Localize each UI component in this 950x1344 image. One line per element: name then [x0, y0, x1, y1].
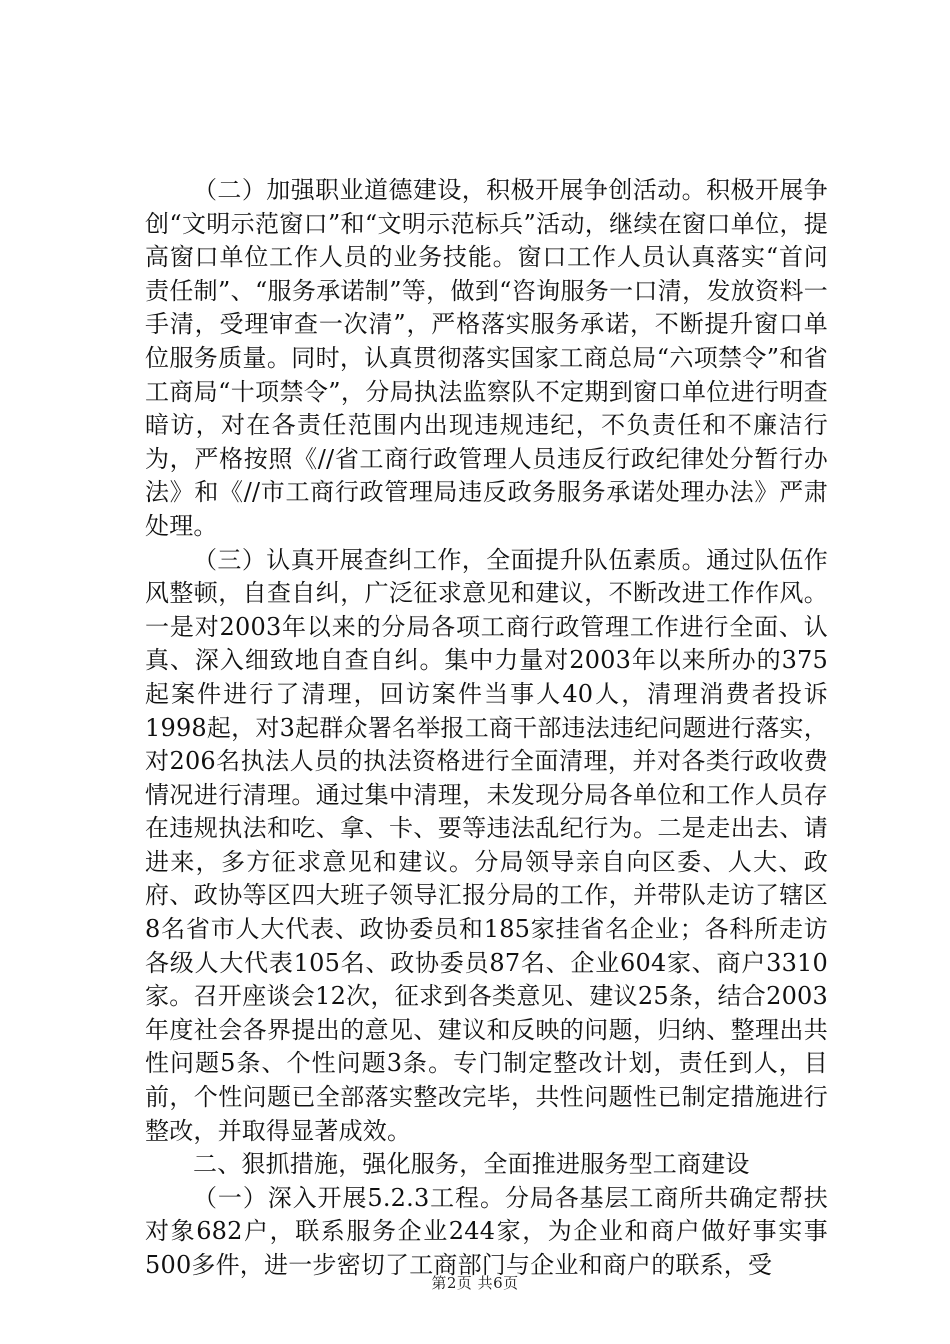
- paragraph-project-523: （一）深入开展5.2.3工程。分局各基层工商所共确定帮扶对象682户，联系服务企业244家，为企业和商户做好事实事500多件，进一步密切了工商部门与企业和商户的联系，受: [145, 1183, 828, 1279]
- section-heading-service-measures: 二、狠抓措施，强化服务，全面推进服务型工商建设: [193, 1150, 750, 1179]
- paragraph-professional-ethics: （二）加强职业道德建设，积极开展争创活动。积极开展争创“文明示范窗口”和“文明示范标兵”活动，继续在窗口单位，提高窗口单位工作人员的业务技能。窗口工作人员认真落实“首问责任制”、“服务承诺制”等，做到“咨询服务一口清，发放资料一手清，受理审查一次清”，严格落实服务承诺，不断提升窗口单位服务质量。同时，认真贯彻落实国家工商总局“六项禁令”和省工商局“十项禁令”，分局执法监察队不定期到窗口单位进行明查暗访，对在各责任范围内出现违规违纪，不负责任和不廉洁行为，严格按照《//省工商行政管理人员违反行政纪律处分暂行办法》和《//市工商行政管理局违反政务服务承诺处理办法》严肃处理。: [145, 176, 828, 540]
- document-body: [145, 174, 828, 1283]
- page-number-footer: 第2页 共6页: [431, 1274, 519, 1292]
- paragraph-inspection-work: （三）认真开展查纠工作，全面提升队伍素质。通过队伍作风整顿，自查自纠，广泛征求意见和建议，不断改进工作作风。一是对2003年以来的分局各项工商行政管理工作进行全面、认真、深入细致地自查自纠。集中力量对2003年以来所办的375起案件进行了清理，回访案件当事人40人，清理消费者投诉1998起，对3起群众署名举报工商干部违法违纪问题进行落实，对206名执法人员的执法资格进行全面清理，并对各类行政收费情况进行清理。通过集中清理，未发现分局各单位和工作人员存在违规执法和吃、拿、卡、要等违法乱纪行为。二是走出去、请进来，多方征求意见和建议。分局领导亲自向区委、人大、政府、政协等区四大班子领导汇报分局的工作，并带队走访了辖区8名省市人大代表、政协委员和185家挂省名企业；各科所走访各级人大代表105名、政协委员87名、企业604家、商户3310家。召开座谈会12次，征求到各类意见、建议25条，结合2003年度社会各界提出的意见、建议和反映的问题，归纳、整理出共性问题5条、个性问题3条。专门制定整改计划，责任到人，目前，个性问题已全部落实整改完毕，共性问题性已制定措施进行整改，并取得显著成效。: [145, 545, 828, 1145]
